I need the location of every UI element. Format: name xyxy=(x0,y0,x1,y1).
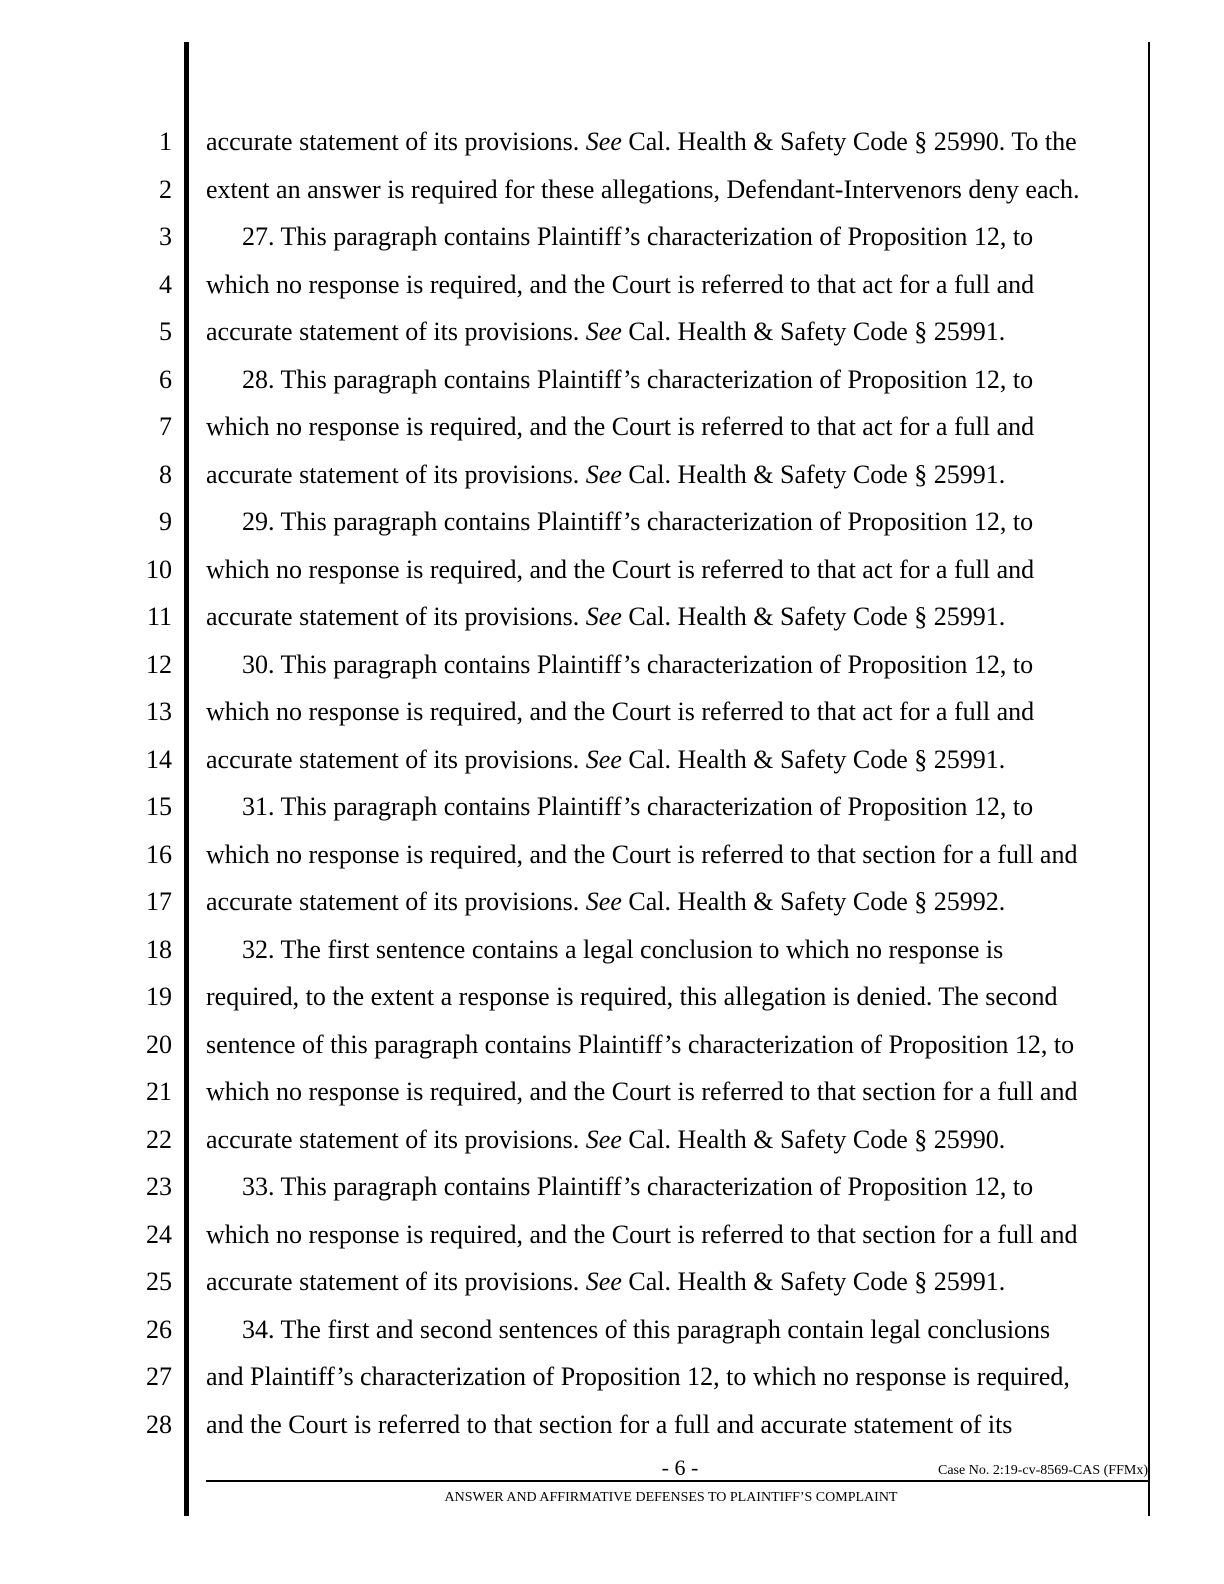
line-number: 17 xyxy=(146,887,172,916)
body-line-text: and Plaintiff’s characterization of Proposition 12, to which no response is required, xyxy=(206,1362,1070,1391)
body-line-text: 28. This paragraph contains Plaintiff’s characterization of Proposition 12, to xyxy=(242,364,1034,394)
body-line-text: accurate statement of its provisions. xyxy=(206,602,586,631)
line-number: 14 xyxy=(146,744,172,774)
line-number: 25 xyxy=(146,1267,172,1296)
citation-text: Cal. Health & Safety Code § 25990. xyxy=(621,1124,1006,1154)
citation-text: Cal. Health & Safety Code § 25990. To the xyxy=(621,127,1077,156)
line-number: 28 xyxy=(146,1409,172,1439)
body-line xyxy=(206,1077,1077,1107)
body-line-text: 33. This paragraph contains Plaintiff’s characterization of Proposition 12, to xyxy=(242,1172,1034,1201)
body-line-text: 30. This paragraph contains Plaintiff’s characterization of Proposition 12, to xyxy=(242,649,1034,679)
body-line xyxy=(206,697,1034,727)
body-line xyxy=(206,317,1005,347)
body-line xyxy=(206,982,1058,1012)
citation-signal: See xyxy=(585,317,622,346)
body-line xyxy=(242,1172,1033,1202)
citation-signal: See xyxy=(585,1124,622,1154)
body-line-text: 31. This paragraph contains Plaintiff’s characterization of Proposition 12, to xyxy=(242,792,1034,821)
body-line xyxy=(206,127,1077,157)
body-line-text: 34. The first and second sentences of this paragraph contain legal conclusions xyxy=(242,1314,1051,1344)
line-number: 27 xyxy=(146,1362,172,1391)
citation-text: Cal. Health & Safety Code § 25992. xyxy=(621,887,1006,916)
line-number: 2 xyxy=(159,174,172,204)
body-line-text: which no response is required, and the Court is referred to that act for a full and xyxy=(206,554,1035,584)
line-number: 3 xyxy=(159,222,172,251)
line-number: 18 xyxy=(146,934,172,964)
body-line xyxy=(242,650,1033,680)
citation-text: Cal. Health & Safety Code § 25991. xyxy=(621,1267,1006,1296)
body-line-text: and the Court is referred to that section for a full and accurate statement of its xyxy=(206,1409,1013,1439)
body-line xyxy=(206,460,1005,490)
line-number: 5 xyxy=(159,317,172,346)
body-line xyxy=(242,365,1033,395)
body-line-text: extent an answer is required for these allegations, Defendant-Intervenors deny each. xyxy=(206,174,1080,204)
line-number: 13 xyxy=(146,697,172,726)
body-line-text: accurate statement of its provisions. xyxy=(206,459,586,489)
body-line-text: 32. The first sentence contains a legal conclusion to which no response is xyxy=(242,934,1004,964)
line-number: 4 xyxy=(159,269,172,299)
body-line-text: which no response is required, and the Court is referred to that section for a full and xyxy=(206,1219,1078,1249)
body-line xyxy=(206,887,1005,917)
line-number: 11 xyxy=(146,602,172,631)
body-line xyxy=(206,412,1034,442)
body-line xyxy=(242,1315,1050,1345)
body-line xyxy=(206,1030,1074,1060)
body-line xyxy=(206,840,1077,870)
body-line-text: accurate statement of its provisions. xyxy=(206,1267,586,1296)
line-number: 26 xyxy=(146,1314,172,1344)
body-line xyxy=(242,222,1033,252)
body-line xyxy=(242,792,1033,822)
line-number: 15 xyxy=(146,792,172,821)
body-line xyxy=(206,602,1005,632)
body-line-text: accurate statement of its provisions. xyxy=(206,887,586,916)
body-line xyxy=(206,175,1080,205)
line-number: 9 xyxy=(159,507,172,536)
citation-text: Cal. Health & Safety Code § 25991. xyxy=(621,317,1006,346)
citation-signal: See xyxy=(585,459,622,489)
body-line-text: accurate statement of its provisions. xyxy=(206,744,586,774)
body-line-text: 29. This paragraph contains Plaintiff’s characterization of Proposition 12, to xyxy=(242,507,1034,536)
line-number: 23 xyxy=(146,1172,172,1201)
line-number: 1 xyxy=(159,127,172,156)
body-line-text: which no response is required, and the Court is referred to that act for a full and xyxy=(206,269,1035,299)
footer-rule xyxy=(206,1480,1150,1482)
body-line xyxy=(242,935,1003,965)
body-line-text: accurate statement of its provisions. xyxy=(206,127,586,156)
body-line xyxy=(206,745,1005,775)
line-number: 24 xyxy=(146,1219,172,1249)
line-number: 12 xyxy=(146,649,172,679)
body-line-text: required, to the extent a response is required, this allegation is denied. The second xyxy=(206,982,1058,1011)
body-line-text: accurate statement of its provisions. xyxy=(206,317,586,346)
citation-text: Cal. Health & Safety Code § 25991. xyxy=(621,459,1006,489)
citation-signal: See xyxy=(585,127,622,156)
citation-signal: See xyxy=(585,602,622,631)
body-line-text: which no response is required, and the Court is referred to that act for a full and xyxy=(206,412,1035,441)
case-number: Case No. 2:19-cv-8569-CAS (FFMx) xyxy=(938,1463,1148,1478)
body-line xyxy=(206,1220,1077,1250)
citation-signal: See xyxy=(585,887,622,916)
body-line-text: accurate statement of its provisions. xyxy=(206,1124,586,1154)
left-margin-rule xyxy=(184,42,189,1516)
body-line-text: sentence of this paragraph contains Plaintiff’s characterization of Proposition 12, to xyxy=(206,1029,1075,1059)
body-line xyxy=(206,1410,1012,1440)
body-line xyxy=(206,555,1034,585)
body-line-text: which no response is required, and the Court is referred to that act for a full and xyxy=(206,697,1035,726)
right-margin-rule xyxy=(1148,42,1150,1516)
page-number: - 6 - xyxy=(661,1455,699,1480)
line-number: 6 xyxy=(159,364,172,394)
body-line xyxy=(206,1125,1005,1155)
citation-signal: See xyxy=(585,744,622,774)
body-line xyxy=(206,1362,1070,1392)
line-number: 22 xyxy=(146,1124,172,1154)
line-number: 20 xyxy=(146,1029,172,1059)
line-number: 19 xyxy=(146,982,172,1011)
body-line xyxy=(206,270,1034,300)
line-number: 10 xyxy=(146,554,172,584)
citation-signal: See xyxy=(585,1267,622,1296)
line-number: 21 xyxy=(146,1077,172,1106)
body-line-text: which no response is required, and the Court is referred to that section for a full and xyxy=(206,839,1078,869)
body-line xyxy=(242,507,1033,537)
body-line xyxy=(206,1267,1005,1297)
body-line-text: which no response is required, and the Court is referred to that section for a full and xyxy=(206,1077,1078,1106)
line-number: 16 xyxy=(146,839,172,869)
body-line-text: 27. This paragraph contains Plaintiff’s characterization of Proposition 12, to xyxy=(242,222,1034,251)
footer-title: ANSWER AND AFFIRMATIVE DEFENSES TO PLAINTIFF’S COMPLAINT xyxy=(444,1490,898,1505)
citation-text: Cal. Health & Safety Code § 25991. xyxy=(621,744,1006,774)
citation-text: Cal. Health & Safety Code § 25991. xyxy=(621,602,1006,631)
line-number: 8 xyxy=(159,459,172,489)
line-number: 7 xyxy=(159,412,172,441)
